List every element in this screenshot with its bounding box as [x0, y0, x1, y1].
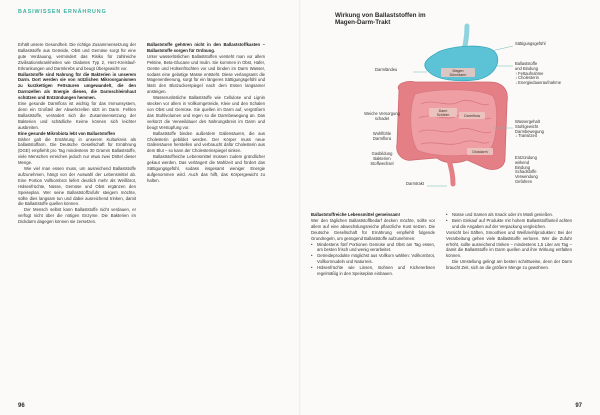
right-col4-paragraph: Die Umstellung gelingt am besten schrittweise, denn der Darm braucht Zeit, sich an die größere Menge zu gewöhnen.: [446, 259, 572, 271]
label-wohlfuehl-line-2: Darmflora: [373, 135, 391, 141]
label-wohlfuehl-line-1: Wohlfühle: [372, 131, 392, 136]
book-gutter: [299, 0, 301, 415]
anat-darm-line-1: Darm: [438, 108, 448, 113]
label-weiche-group: [357, 112, 407, 122]
label-verwendung: Verwendung: [515, 174, 538, 180]
label-bindung: und Bindung: [515, 65, 538, 71]
right-col3-paragraph: Ballaststoffreiche Lebensmittel gemeinsam!: [311, 212, 401, 217]
left-col2-paragraph: Wasserunlösliche Ballaststoffe wie Cellulose und Lignin stecken vor allem in Vollkorngetreide, Kleie und den Schalen von Obst und Gemüse. Sie quellen im Darm auf, vergrößern das Stuhlvolumen und regen so die Darmbewegung an. Das verkürzt die Verweildauer des Nahrungsbreis im Darm und beugt Verstopfung vor.: [147, 95, 265, 130]
anat-darmflora: Darmflora: [464, 113, 480, 118]
left-col1-paragraph: Der Mensch selbst kann Ballaststoffe nicht verdauen, er verfügt nicht über die nötigen Enzyme. Die Bakterien im Dickdarm dagegen können sie zersetzen.: [18, 207, 136, 225]
anat-magen: [441, 69, 475, 77]
right-col3-bullet-item: • Mindestens fünf Portionen Gemüse und Obst am Tag essen, am besten frisch und wenig verarbeitet.: [311, 242, 435, 254]
left-col1-paragraph: Wie viel man essen muss, um ausreichend Ballaststoffe aufzunehmen, hängt von der Auswahl der Lebensmittel ab. Eine Portion Vollkornbrot liefert deutlich mehr als Weißbrot, Hülsenfrüchte, Nüsse, Gemüse und Obst ergänzen den Speiseplan. Wer seine Ballaststoffzufuhr steigern möchte, sollte dies langsam tun und dabei ausreichend trinken, damit die Ballaststoffe quellen können.: [18, 166, 136, 207]
right-col3-bullet-item: • Hülsenfrüchte wie Linsen, Bohnen und Kichererbsen regelmäßig in den Speiseplan einbauen.: [311, 265, 435, 277]
label-weiche-line-1: Weiche Versorgung: [364, 111, 400, 116]
left-col2-paragraph: Ballaststoffreiche Lebensmittel müssen zudem gründlicher gekaut werden. Das verlängert die Mahlzeit und fördert das Sättigungsgefühl, sodass insgesamt weniger Energie aufgenommen wird. Auch das hilft, das Körpergewicht zu halten.: [147, 154, 265, 183]
left-col1-paragraph: Ballaststoffe sind Nahrung für die Bakterien in unserem Darm. Dort werden sie von nützlichen Mikroorganismen zu kurzkettigen Fettsäuren umgewandelt, die den Darmzellen als Energie dienen, die Darmschleimhaut schützen und Entzündungen hemmen.: [18, 71, 136, 101]
digestive-tract-figure: [317, 8, 579, 204]
right-page-column-2: [446, 212, 572, 372]
running-head: BASIWISSEN ERNÄHRUNG: [18, 9, 107, 15]
label-entzuendung-group: [515, 156, 538, 185]
left-col2-paragraph: Ballaststoffe gehören nicht in den Ballaststoffkasten – Ballaststoffe sorgen für Ordnung.: [147, 42, 265, 53]
label-darmtrakt: Darmtrakt: [406, 181, 424, 186]
label-cholesterin: ↓ Cholesterin: [515, 75, 539, 81]
figure-title-line-1: Wirkung von Ballaststoffen im: [335, 12, 426, 19]
label-gefahren: Gefahren: [515, 178, 533, 184]
right-col4-bullet-item: • Nüsse und Samen als Snack oder im Müsli genießen.: [446, 212, 572, 218]
anat-magen-line-2: Dünndarm: [449, 72, 467, 77]
left-col1-paragraph: Eine gesunde Darmflora ist wichtig für das Immunsystem, denn ein Großteil der Abwehrzellen sitzt im Darm. Fehlen Ballaststoffe, verändert sich die Zusammensetzung der Bakterien und schädliche Keime können sich leichter ausbreiten.: [18, 101, 136, 130]
anat-darm-line-2: Schleim: [436, 112, 450, 117]
label-organ-bindung: Bindung: [515, 164, 531, 170]
label-bakterien: Bakterien: [373, 155, 391, 161]
figure-title-line-2: Magen-Darm-Trakt: [335, 19, 391, 27]
right-col4-bullet-item: • Beim Einkauf auf Produkte mit hohem Ballaststoffanteil achten und die Angaben auf der Verpackung vergleichen.: [446, 218, 572, 230]
label-bindung-group: [515, 62, 561, 86]
label-transitzeit: ↓ Transitzeit: [515, 133, 537, 139]
label-gasbildung: Gasbildung: [371, 151, 393, 156]
left-col2-paragraph: Unter wasserlöslichen Ballaststoffen versteht man vor allem Pektine, Beta-Glucane und Inulin. Sie kommen in Obst, Hafer, Gerste und Hülsenfrüchten vor und binden im Darm Wasser, sodass eine gelartige Masse entsteht. Diese verlangsamt die Magenentleerung, sorgt für ein längeres Sättigungsgefühl und lässt den Blutzuckerspiegel nach dem Essen langsamer ansteigen.: [147, 53, 265, 95]
label-wassergehalt: Wassergehalt: [515, 119, 540, 124]
right-page-column-1: [311, 212, 435, 372]
left-col2-paragraph: Ballaststoffe binden außerdem Gallensäuren, die aus Cholesterin gebildet werden. Der Körper muss neue Gallensäuren herstellen und verbraucht dafür Cholesterin aus dem Blut – so kann der Cholesterinspiegel sinken.: [147, 130, 265, 154]
anat-dickdarm: Dickdarm: [472, 149, 488, 154]
label-stoffwechsel: Stoffwechsel: [370, 160, 394, 166]
page-number-right: 97: [575, 403, 582, 409]
label-wohlfuehl-group: [357, 132, 407, 142]
label-schadstoffe: Schadstoffe: [515, 169, 537, 175]
label-darmbewegung-group: [515, 120, 544, 139]
label-darmbewegung: Darmbewegung: [515, 128, 544, 134]
left-col1-paragraph: Eine gesunde Mikrobiota lebt von Ballaststoffen: [18, 130, 116, 136]
right-col4-paragraph: Vorsicht bei Säften, Smoothies und Weißmehlprodukten: Bei der Verarbeitung gehen viele Ballaststoffe verloren. Wer die Zufuhr erhöht, sollte ausreichend trinken – mindestens 1,5 Liter am Tag – damit die Ballaststoffe im Darm quellen und ihre Wirkung entfalten können.: [446, 229, 572, 259]
left-col1-paragraph: Bisher galt die Ernährung in unserem Kulturkreis als ballaststoffarm. Die Deutsche Gesellschaft für Ernährung (DGE) empfiehlt pro Tag mindestens 30 Gramm Ballaststoffe, viele Menschen erreichen jedoch nur etwa zwei Drittel dieser Menge.: [18, 136, 136, 166]
label-entzuendung-line-1: Entzündung: [515, 155, 537, 160]
rectum-shape: [449, 160, 453, 184]
right-col3-bullet-item: • Getreideprodukte möglichst aus Vollkorn wählen: Vollkornbrot, Vollkornnudeln und Naturreis.: [311, 253, 435, 265]
digestive-tract-illustration: [317, 8, 579, 204]
left-page-column-2: [147, 42, 265, 404]
page-number-left: 96: [18, 403, 25, 409]
label-saettigungsgefuehl: Sättigungsgefühl: [515, 41, 546, 46]
anat-magen-line-1: Magen: [452, 68, 464, 73]
label-bakterien-group: [357, 152, 407, 166]
left-col1-paragraph: Erhält unsere Gesundheit. Die richtige Zusammensetzung der Ballaststoffe aus Getreide, Obst und Gemüse sorgt für eine gute Verdauung, vermindert das Risiko für zahlreiche Zivilisationskrankheiten wie Diabetes Typ 2, Herz-Kreislauf-Erkrankungen und Darmkrebs und beugt Übergewicht vor.: [18, 42, 136, 71]
small-intestine-shape: [411, 90, 497, 156]
label-fettaufnahme: ↑ Fettaufnahme: [515, 70, 544, 76]
label-energieaufnahme: ↓ Energiedaueraufnahme: [515, 80, 561, 86]
label-ballaststoffe: Ballaststoffe: [515, 61, 538, 66]
label-darmlaenge: Darmländeu: [375, 67, 398, 72]
anat-darm: [429, 109, 457, 117]
label-entzuendung-line-2: wirkend: [515, 159, 530, 165]
label-weiche-line-2: schadet: [374, 115, 390, 121]
left-page-column-1: [18, 42, 136, 404]
label-stuhlgewicht: Stuhlgewicht: [515, 123, 539, 129]
right-col3-paragraph: Wer den täglichen Ballaststoffbedarf decken möchte, sollte vor allem auf eine abwechslungsreiche pflanzliche Kost setzen. Die Deutsche Gesellschaft für Ernährung empfiehlt folgende Grundregeln, um genügend Ballaststoffe aufzunehmen:: [311, 217, 435, 241]
